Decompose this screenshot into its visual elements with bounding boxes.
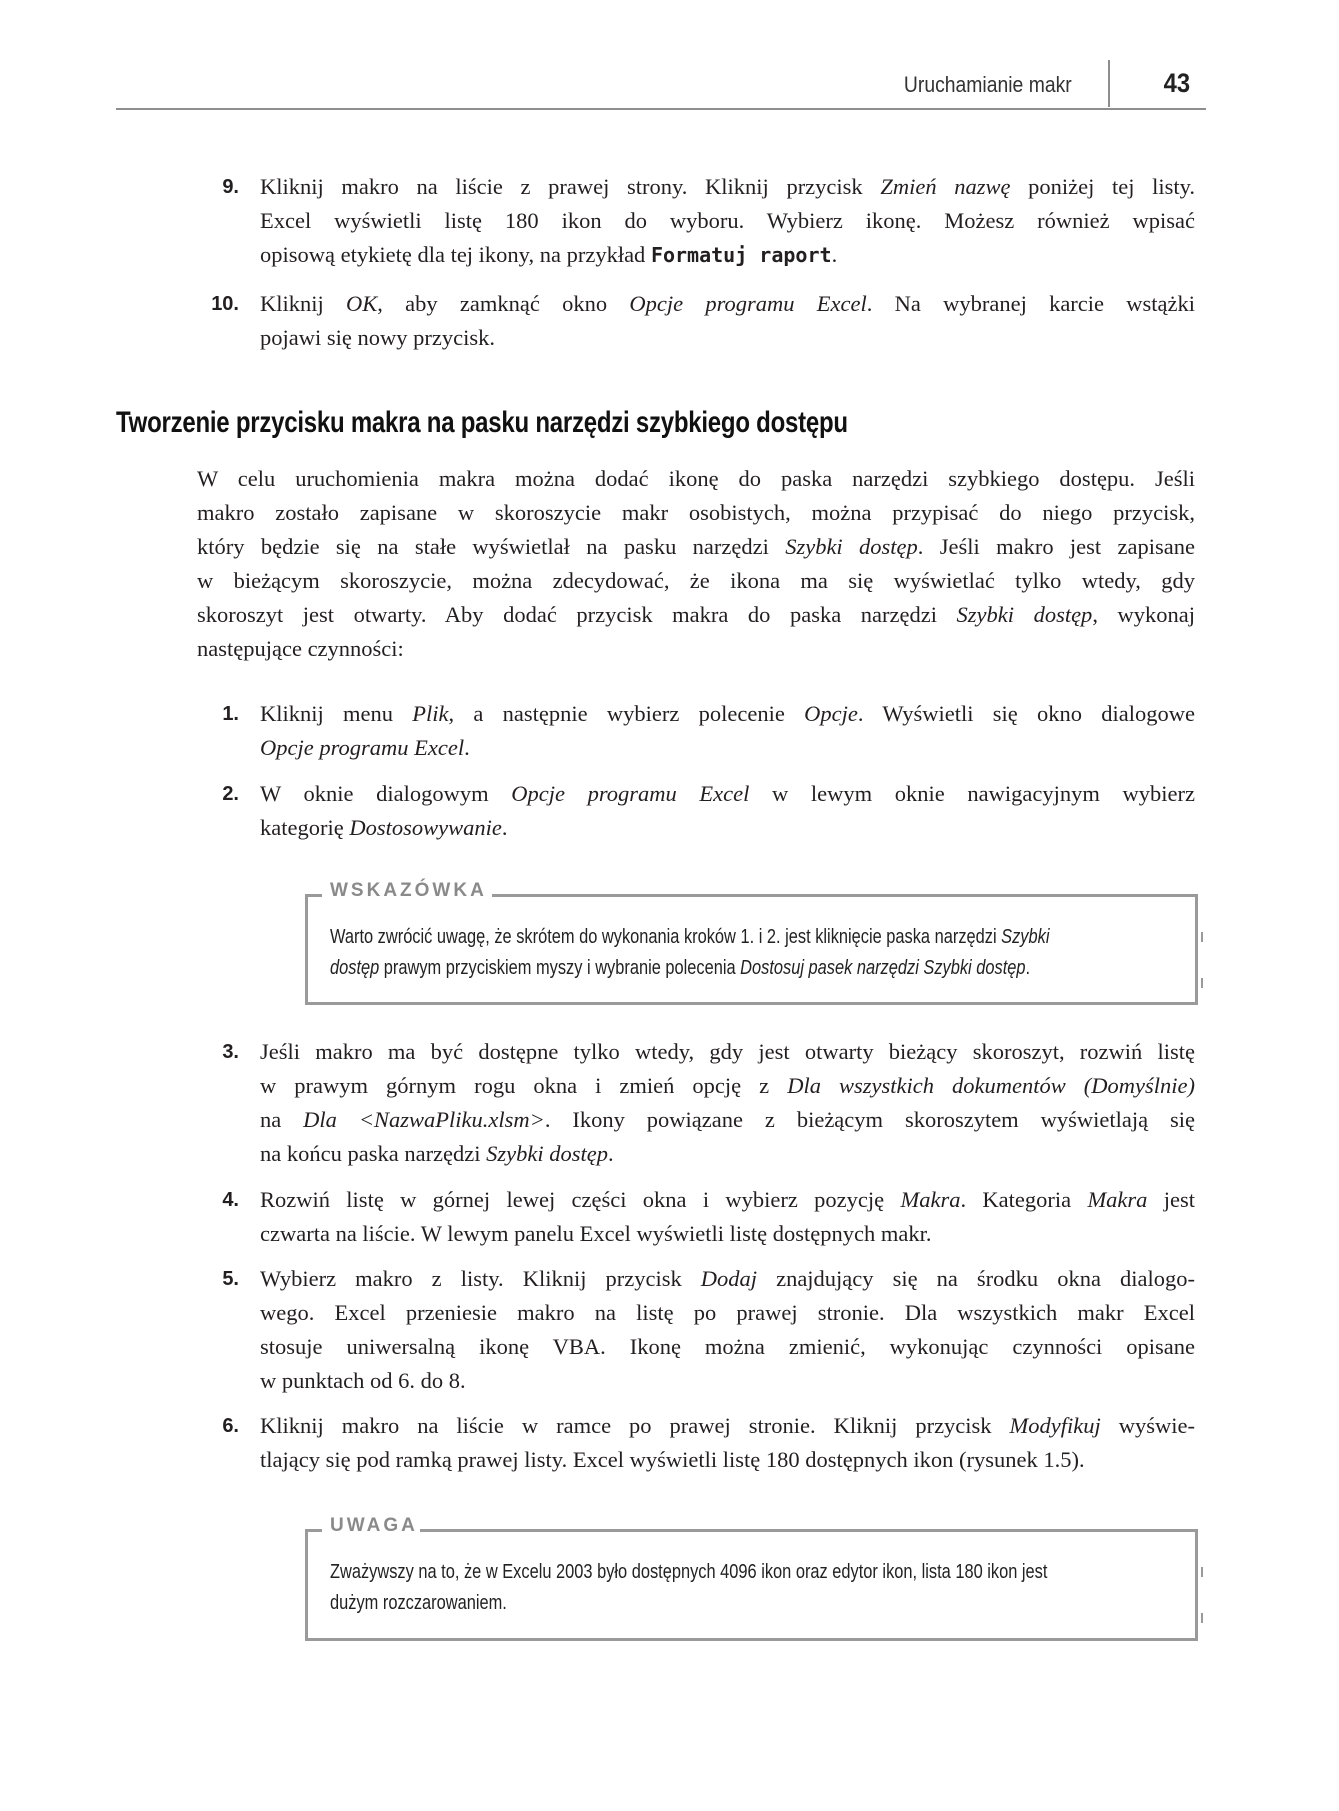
step-text bbox=[260, 777, 1195, 845]
text-line: Opcje programu Excel. bbox=[260, 735, 470, 760]
tip-text bbox=[330, 922, 1177, 984]
page-header bbox=[116, 60, 1206, 110]
text-line: czwarta na liście. W lewym panelu Excel wyświetli listę dostępnych makr. bbox=[260, 1221, 932, 1246]
text-line: pojawi się nowy przycisk. bbox=[260, 325, 495, 350]
text-line: W celu uruchomienia makra można dodać ikonę do paska narzędzi szybkiego dostępu. Jeśli bbox=[197, 466, 1195, 491]
text-line: Kliknij makro na liście w ramce po prawej stronie. Kliknij przycisk Modyfikuj wyświe- bbox=[260, 1413, 1195, 1438]
text-line: W oknie dialogowym Opcje programu Excel w lewym oknie nawigacyjnym wybierz bbox=[260, 781, 1195, 806]
text-line: w punktach od 6. do 8. bbox=[260, 1368, 466, 1393]
step-number: 2. bbox=[222, 783, 239, 805]
step-number: 6. bbox=[222, 1415, 239, 1437]
text-line: Kliknij OK, aby zamknąć okno Opcje programu Excel. Na wybranej karcie wstążki bbox=[260, 291, 1196, 316]
text-line: dostęp prawym przyciskiem myszy i wybranie polecenia Dostosuj pasek narzędzi Szybki dostęp. bbox=[330, 957, 1031, 979]
text-line: wego. Excel przeniesie makro na listę po prawej stronie. Dla wszystkich makr Excel bbox=[260, 1300, 1195, 1325]
step-4 bbox=[205, 1183, 1195, 1251]
text-line: Zważywszy na to, że w Excelu 2003 było dostępnych 4096 ikon oraz edytor ikon, lista 180 ikon jest bbox=[330, 1561, 1048, 1583]
note-text bbox=[330, 1557, 1177, 1619]
text-line: w bieżącym skoroszycie, można zdecydować, że ikona ma się wyświetlać tylko wtedy, gdy bbox=[197, 568, 1195, 593]
text-line: Excel wyświetli listę 180 ikon do wyboru. Wybierz ikonę. Możesz również wpisać bbox=[260, 208, 1195, 233]
step-6 bbox=[205, 1409, 1195, 1477]
text-line: Kliknij menu Plik, a następnie wybierz polecenie Opcje. Wyświetli się okno dialogowe bbox=[260, 701, 1195, 726]
running-title: Uruchamianie makr bbox=[904, 72, 1072, 97]
text-line: dużym rozczarowaniem. bbox=[330, 1592, 507, 1614]
section-intro bbox=[197, 462, 1195, 666]
note-box bbox=[305, 1515, 1198, 1641]
step-number: 9. bbox=[222, 176, 239, 198]
step-number: 1. bbox=[222, 703, 239, 725]
text-line: Wybierz makro z listy. Kliknij przycisk Dodaj znajdujący się na środku okna dialogo- bbox=[260, 1266, 1195, 1291]
step-text bbox=[260, 697, 1195, 765]
text-line: opisową etykietę dla tej ikony, na przykład Formatuj raport. bbox=[260, 242, 838, 267]
text-line: Rozwiń listę w górnej lewej części okna i wybierz pozycję Makra. Kategoria Makra jest bbox=[260, 1187, 1195, 1212]
step-text bbox=[260, 170, 1195, 272]
step-text bbox=[260, 1183, 1195, 1251]
text-line: następujące czynności: bbox=[197, 636, 404, 661]
step-9 bbox=[205, 170, 1195, 272]
text-line: tlający się pod ramką prawej listy. Excel wyświetli listę 180 dostępnych ikon (rysunek 1.5). bbox=[260, 1447, 1085, 1472]
text-line: makro zostało zapisane w skoroszycie makr osobistych, można przypisać do niego przycisk, bbox=[197, 500, 1195, 525]
step-number: 10. bbox=[211, 293, 239, 315]
tip-box bbox=[305, 880, 1198, 1005]
text-line: na Dla <NazwaPliku.xlsm>. Ikony powiązane z bieżącym skoroszytem wyświetlają się bbox=[260, 1107, 1195, 1132]
text-line: w prawym górnym rogu okna i zmień opcję z Dla wszystkich dokumentów (Domyślnie) bbox=[260, 1073, 1196, 1098]
text-line: stosuje uniwersalną ikonę VBA. Ikonę można zmienić, wykonując czynności opisane bbox=[260, 1334, 1195, 1359]
page-number: 43 bbox=[1163, 68, 1190, 98]
text-line: Warto zwrócić uwagę, że skrótem do wykonania kroków 1. i 2. jest kliknięcie paska narzędzi Szybki bbox=[330, 926, 1050, 948]
step-3 bbox=[205, 1035, 1195, 1171]
text-line: kategorię Dostosowywanie. bbox=[260, 815, 508, 840]
text-line: Kliknij makro na liście z prawej strony. Kliknij przycisk Zmień nazwę poniżej tej listy. bbox=[260, 174, 1196, 199]
text-line: który będzie się na stałe wyświetlał na pasku narzędzi Szybki dostęp. Jeśli makro jest zapisane bbox=[197, 534, 1195, 559]
step-number: 4. bbox=[222, 1189, 239, 1211]
step-2 bbox=[205, 777, 1195, 845]
note-label: UWAGA bbox=[330, 1515, 418, 1536]
step-text bbox=[260, 1409, 1195, 1477]
text-line: Jeśli makro ma być dostępne tylko wtedy, gdy jest otwarty bieżący skoroszyt, rozwiń listę bbox=[260, 1039, 1195, 1064]
step-number: 5. bbox=[222, 1268, 239, 1290]
step-text bbox=[260, 1035, 1195, 1171]
text-line: na końcu paska narzędzi Szybki dostęp. bbox=[260, 1141, 614, 1166]
tip-label: WSKAZÓWKA bbox=[330, 880, 487, 901]
step-text bbox=[260, 287, 1195, 355]
step-text bbox=[260, 1262, 1195, 1398]
step-1 bbox=[205, 697, 1195, 765]
step-5 bbox=[205, 1262, 1195, 1398]
section-title: Tworzenie przycisku makra na pasku narzędzi szybkiego dostępu bbox=[116, 406, 848, 439]
step-10 bbox=[205, 287, 1195, 355]
header-divider bbox=[1108, 60, 1110, 107]
step-number: 3. bbox=[222, 1041, 239, 1063]
text-line: skoroszyt jest otwarty. Aby dodać przycisk makra do paska narzędzi Szybki dostęp, wykonaj bbox=[197, 602, 1195, 627]
